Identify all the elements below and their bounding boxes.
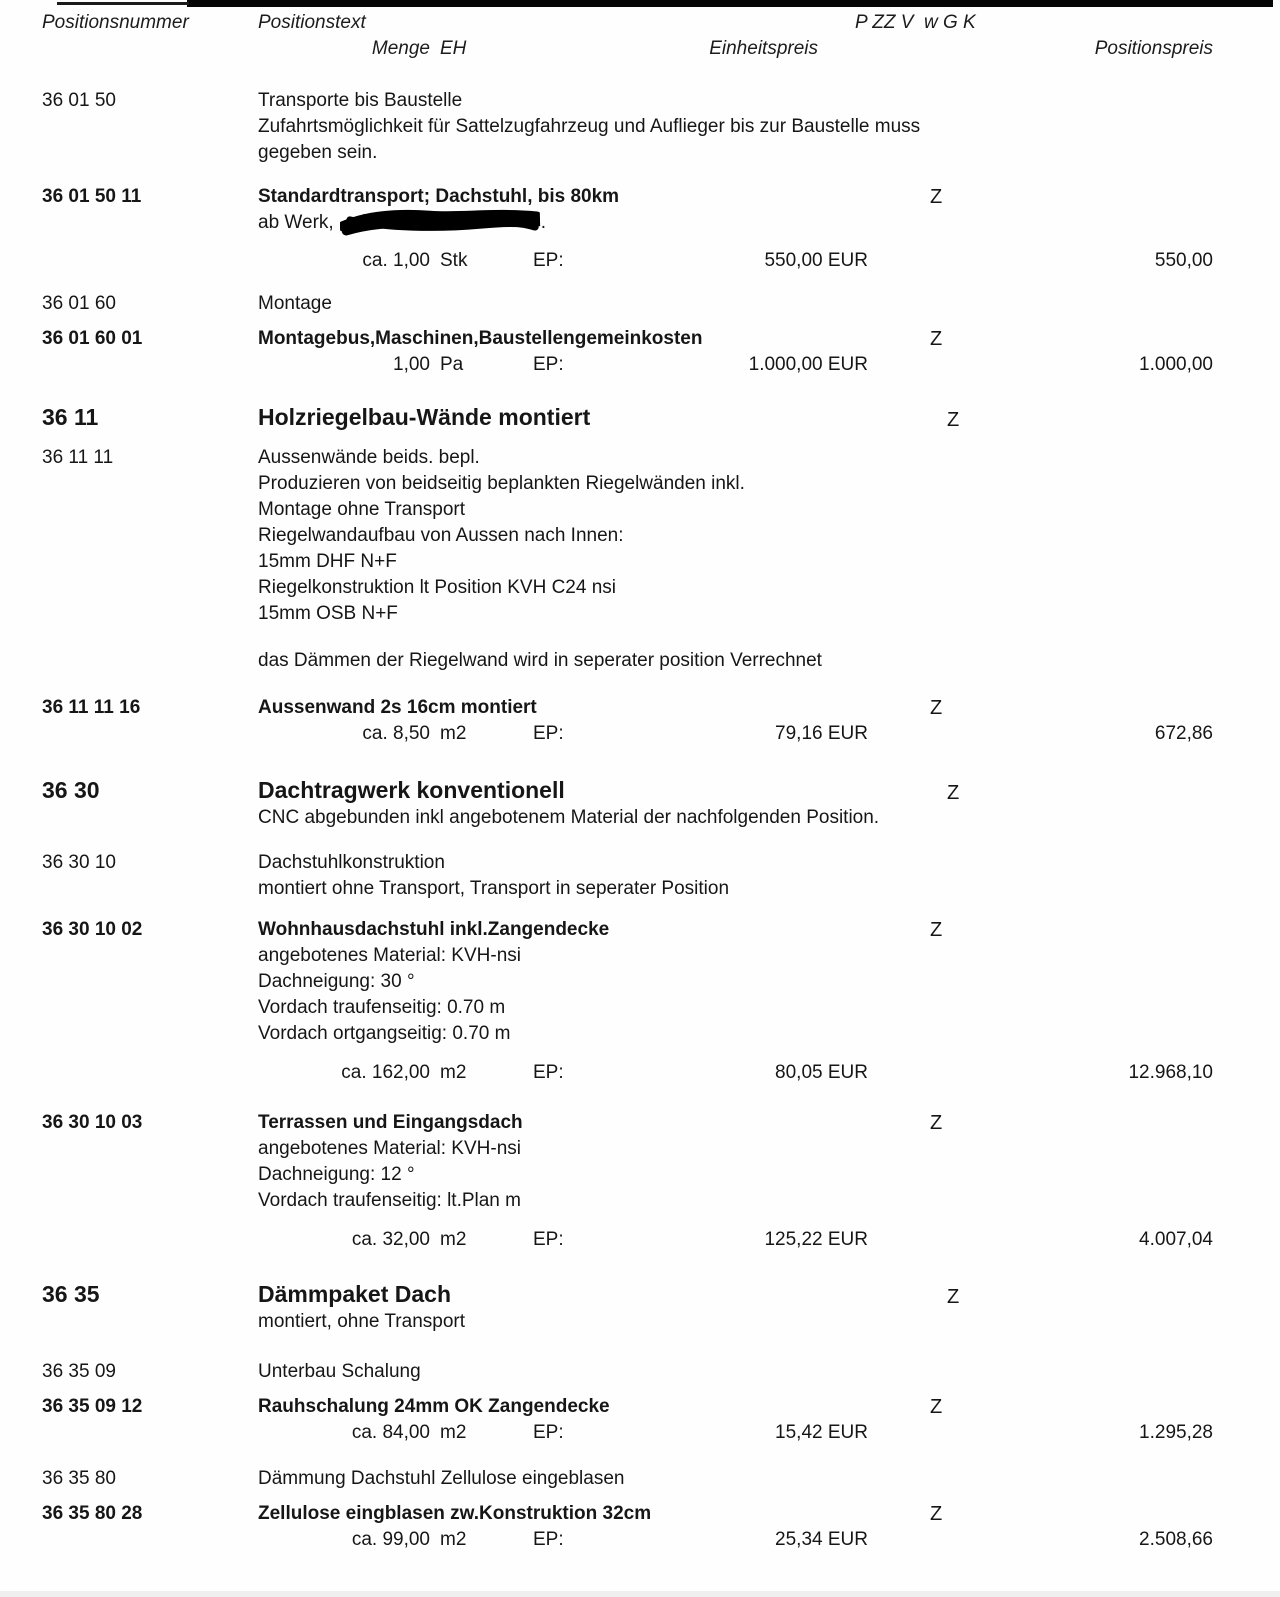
price-line bbox=[258, 352, 1213, 378]
col-positionspreis: Positionspreis bbox=[1094, 38, 1213, 59]
position-36-01-60 bbox=[42, 291, 1213, 317]
quantity: ca. 8,50 bbox=[362, 723, 430, 744]
position-title: Rauhschalung 24mm OK Zangendecke Z bbox=[258, 1396, 943, 1418]
position-36-35-09-12 bbox=[42, 1394, 1213, 1446]
unit-price: 15,42 EUR bbox=[775, 1422, 868, 1443]
ep-label: EP: bbox=[533, 723, 564, 744]
unit: m2 bbox=[440, 1529, 467, 1550]
flag-z: Z bbox=[947, 1286, 960, 1308]
flag-z: Z bbox=[947, 409, 960, 431]
description-line: Vordach ortgangseitig: 0.70 m bbox=[258, 1023, 511, 1044]
group-title: Dämmpaket Dach Z bbox=[258, 1279, 1213, 1309]
ep-label: EP: bbox=[533, 1229, 564, 1250]
position-number: 36 01 50 11 bbox=[42, 186, 142, 207]
position-number: 36 35 80 bbox=[42, 1468, 116, 1489]
col-flags: P ZZ V w G K bbox=[855, 12, 976, 33]
description-line: montiert ohne Transport, Transport in seperater Position bbox=[258, 878, 730, 899]
description-line: gegeben sein. bbox=[258, 142, 378, 163]
price-line bbox=[258, 1227, 1213, 1253]
redacted-prefix: ab Werk, bbox=[258, 212, 334, 233]
price-line bbox=[258, 248, 1213, 274]
position-title: Wohnhausdachstuhl inkl.Zangendecke Z bbox=[258, 919, 943, 941]
position-number: 36 35 09 bbox=[42, 1361, 116, 1382]
description-line: angebotenes Material: KVH-nsi bbox=[258, 945, 521, 966]
col-eh: EH bbox=[440, 38, 467, 59]
group-36-11 bbox=[42, 402, 1213, 432]
ep-label: EP: bbox=[533, 250, 564, 271]
unit-price: 125,22 EUR bbox=[764, 1229, 868, 1250]
position-price: 672,86 bbox=[1154, 723, 1213, 744]
description-line: Vordach traufenseitig: lt.Plan m bbox=[258, 1190, 521, 1211]
position-36-35-09 bbox=[42, 1359, 1213, 1385]
position-36-01-50-11 bbox=[42, 184, 1213, 274]
position-number: 36 01 60 bbox=[42, 293, 116, 314]
description-line: Produzieren von beidseitig beplankten Riegelwänden inkl. bbox=[258, 473, 745, 494]
redaction-scribble-icon bbox=[339, 206, 540, 236]
flag-z: Z bbox=[930, 328, 943, 350]
unit-price: 80,05 EUR bbox=[775, 1062, 868, 1083]
redacted-suffix: . bbox=[540, 212, 546, 233]
position-number: 36 01 50 bbox=[42, 90, 116, 111]
quantity: ca. 1,00 bbox=[362, 250, 430, 271]
flag-z: Z bbox=[930, 186, 943, 208]
position-36-11-11 bbox=[42, 445, 1213, 674]
flag-z: Z bbox=[947, 782, 960, 804]
table-header-line-2 bbox=[42, 36, 1213, 62]
position-36-01-60-01 bbox=[42, 326, 1213, 378]
description-line: 15mm OSB N+F bbox=[258, 603, 398, 624]
quantity: ca. 84,00 bbox=[351, 1422, 430, 1443]
group-title: Dachtragwerk konventionell Z bbox=[258, 775, 1213, 805]
position-price: 2.508,66 bbox=[1139, 1529, 1213, 1550]
position-price: 1.000,00 bbox=[1139, 354, 1213, 375]
col-einheitspreis: Einheitspreis bbox=[709, 38, 818, 59]
flag-z: Z bbox=[930, 1112, 943, 1134]
table-header-line-1 bbox=[42, 10, 1213, 36]
quantity: ca. 162,00 bbox=[341, 1062, 430, 1083]
position-36-01-50 bbox=[42, 88, 1213, 166]
position-number: 36 30 bbox=[42, 777, 100, 803]
price-line bbox=[258, 1420, 1213, 1446]
description-line: Riegelwandaufbau von Aussen nach Innen: bbox=[258, 525, 624, 546]
description-line: Aussenwände beids. bepl. bbox=[258, 447, 480, 468]
position-36-35-80-28 bbox=[42, 1501, 1213, 1553]
description-line: Riegelkonstruktion lt Position KVH C24 nsi bbox=[258, 577, 617, 598]
position-title: Zellulose eingblasen zw.Konstruktion 32cm Z bbox=[258, 1503, 943, 1525]
unit-price: 1.000,00 EUR bbox=[748, 354, 868, 375]
description-line: Montage ohne Transport bbox=[258, 499, 466, 520]
unit-price: 550,00 EUR bbox=[764, 250, 868, 271]
position-number: 36 30 10 03 bbox=[42, 1112, 143, 1133]
unit: m2 bbox=[440, 1422, 467, 1443]
position-number: 36 35 09 12 bbox=[42, 1396, 143, 1417]
group-title: Holzriegelbau-Wände montiert Z bbox=[258, 402, 1213, 432]
description-line: Dämmung Dachstuhl Zellulose eingeblasen bbox=[258, 1468, 625, 1489]
unit: m2 bbox=[440, 1229, 467, 1250]
description-line: montiert, ohne Transport bbox=[258, 1311, 465, 1332]
unit: Stk bbox=[440, 250, 468, 271]
position-36-11-11-16 bbox=[42, 695, 1213, 747]
scan-edge-bar bbox=[187, 0, 1273, 7]
description-line: Zufahrtsmöglichkeit für Sattelzugfahrzeug und Auflieger bis zur Baustelle muss bbox=[258, 116, 921, 137]
quantity: 1,00 bbox=[393, 354, 430, 375]
redacted-line bbox=[258, 210, 1213, 236]
position-number: 36 30 10 02 bbox=[42, 919, 143, 940]
group-36-30 bbox=[42, 775, 1213, 831]
position-title: Standardtransport; Dachstuhl, bis 80km Z bbox=[258, 186, 943, 208]
flag-z: Z bbox=[930, 1503, 943, 1525]
position-price: 550,00 bbox=[1154, 250, 1213, 271]
description-line: angebotenes Material: KVH-nsi bbox=[258, 1138, 521, 1159]
group-36-35 bbox=[42, 1279, 1213, 1335]
ep-label: EP: bbox=[533, 354, 564, 375]
flag-z: Z bbox=[930, 1396, 943, 1418]
price-line bbox=[258, 1527, 1213, 1553]
position-number: 36 11 bbox=[42, 404, 99, 430]
flag-z: Z bbox=[930, 697, 943, 719]
unit-price: 25,34 EUR bbox=[775, 1529, 868, 1550]
col-positionsnummer: Positionsnummer bbox=[42, 12, 189, 33]
ep-label: EP: bbox=[533, 1529, 564, 1550]
description-line: CNC abgebunden inkl angebotenem Material der nachfolgenden Position. bbox=[258, 807, 880, 828]
position-price: 4.007,04 bbox=[1139, 1229, 1213, 1250]
note-line: das Dämmen der Riegelwand wird in seperater position Verrechnet bbox=[258, 650, 822, 671]
scan-edge-footer bbox=[0, 1591, 1280, 1597]
position-number: 36 11 11 16 bbox=[42, 697, 141, 718]
description-line: Dachneigung: 12 ° bbox=[258, 1164, 415, 1185]
quantity: ca. 32,00 bbox=[351, 1229, 430, 1250]
price-line bbox=[258, 1060, 1213, 1086]
position-title: Montagebus,Maschinen,Baustellengemeinkosten Z bbox=[258, 328, 943, 350]
position-price: 1.295,28 bbox=[1139, 1422, 1213, 1443]
position-title: Terrassen und Eingangsdach Z bbox=[258, 1112, 943, 1134]
position-36-35-80 bbox=[42, 1466, 1213, 1492]
position-title: Aussenwand 2s 16cm montiert Z bbox=[258, 697, 943, 719]
description-line: 15mm DHF N+F bbox=[258, 551, 397, 572]
description-line: Vordach traufenseitig: 0.70 m bbox=[258, 997, 506, 1018]
description-line: Dachneigung: 30 ° bbox=[258, 971, 415, 992]
scan-edge-bar-thin bbox=[57, 2, 189, 5]
position-36-30-10 bbox=[42, 850, 1213, 902]
position-36-30-10-03 bbox=[42, 1110, 1213, 1253]
position-36-30-10-02 bbox=[42, 917, 1213, 1086]
ep-label: EP: bbox=[533, 1062, 564, 1083]
flag-z: Z bbox=[930, 919, 943, 941]
position-number: 36 01 60 01 bbox=[42, 328, 143, 349]
position-number: 36 30 10 bbox=[42, 852, 116, 873]
price-line bbox=[258, 721, 1213, 747]
col-positionstext: Positionstext bbox=[258, 12, 366, 33]
position-number: 36 11 11 bbox=[42, 447, 114, 468]
unit-price: 79,16 EUR bbox=[775, 723, 868, 744]
unit: m2 bbox=[440, 1062, 467, 1083]
description-line: Montage bbox=[258, 293, 332, 314]
description-line: Transporte bis Baustelle bbox=[258, 90, 463, 111]
position-number: 36 35 bbox=[42, 1281, 100, 1307]
description-line: Unterbau Schalung bbox=[258, 1361, 421, 1382]
unit: Pa bbox=[440, 354, 464, 375]
position-number: 36 35 80 28 bbox=[42, 1503, 143, 1524]
ep-label: EP: bbox=[533, 1422, 564, 1443]
col-menge: Menge bbox=[371, 38, 430, 59]
position-price: 12.968,10 bbox=[1128, 1062, 1213, 1083]
description-line: Dachstuhlkonstruktion bbox=[258, 852, 445, 873]
quantity: ca. 99,00 bbox=[351, 1529, 430, 1550]
unit: m2 bbox=[440, 723, 467, 744]
